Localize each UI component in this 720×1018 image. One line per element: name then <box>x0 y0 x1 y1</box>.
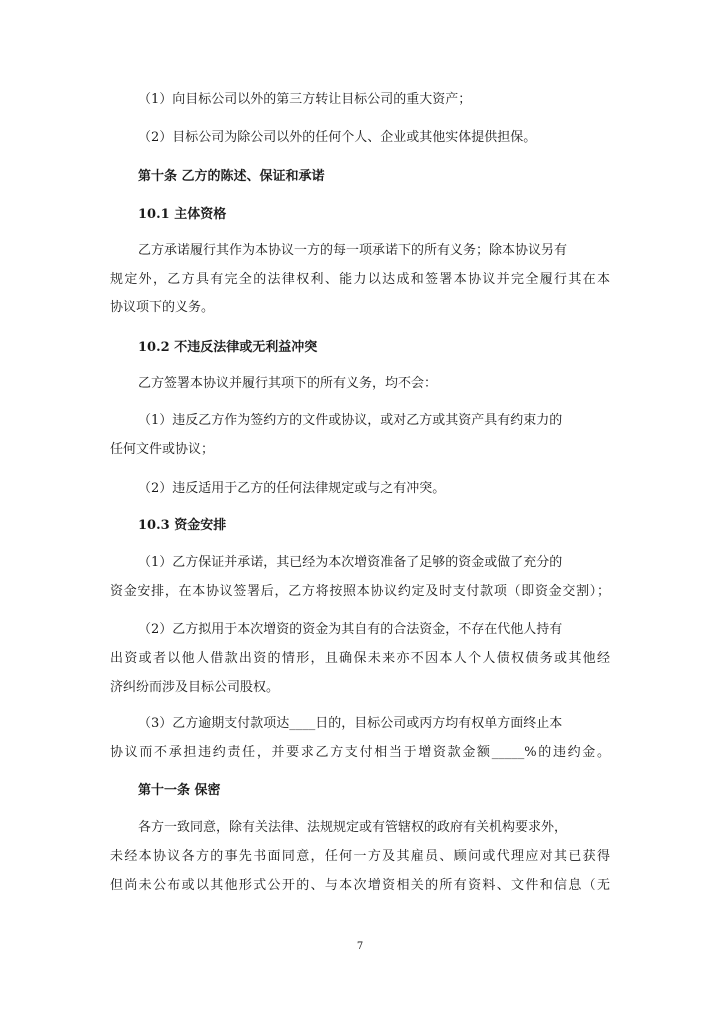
article-11-heading: 第十一条 保密 <box>138 783 221 798</box>
paragraph-line: 规定外，乙方具有完全的法律权利、能力以达成和签署本协议并完全履行其在本 <box>110 272 610 287</box>
paragraph-line: 各方一致同意，除有关法律、法规规定或有管辖权的政府有关机构要求外， <box>138 820 568 835</box>
paragraph-line: （1）违反乙方作为签约方的文件或协议，或对乙方或其资产具有约束力的 <box>138 413 563 428</box>
paragraph-line: （2）违反适用于乙方的任何法律规定或与之有冲突。 <box>138 481 446 496</box>
section-10-2-heading: 10.2 不违反法律或无利益冲突 <box>138 340 318 355</box>
paragraph-line: 任何文件或协议； <box>110 442 215 457</box>
paragraph-line: 乙方签署本协议并履行其项下的所有义务，均不会： <box>138 376 438 391</box>
paragraph-line: 但尚未公布或以其他形式公开的、与本次增资相关的所有资料、文件和信息（无 <box>110 878 610 893</box>
clause-item-1: （1）向目标公司以外的第三方转让目标公司的重大资产； <box>138 92 472 107</box>
paragraph-line: 协议而不承担违约责任，并要求乙方支付相当于增资款金额_____%的违约金。 <box>110 745 610 760</box>
paragraph-line: 济纠纷而涉及目标公司股权。 <box>110 680 280 695</box>
section-10-3-heading: 10.3 资金安排 <box>138 518 227 533</box>
article-10-heading: 第十条 乙方的陈述、保证和承诺 <box>138 169 325 184</box>
paragraph-line: 协议项下的义务。 <box>110 300 215 315</box>
paragraph-line: 出资或者以他人借款出资的情形，且确保未来亦不因本人个人债权债务或其他经 <box>110 651 610 666</box>
paragraph-line: 未经本协议各方的事先书面同意，任何一方及其雇员、顾问或代理应对其已获得 <box>110 849 610 864</box>
paragraph-line: （2）乙方拟用于本次增资的资金为其自有的合法资金，不存在代他人持有 <box>138 622 563 637</box>
paragraph-line: （1）乙方保证并承诺，其已经为本次增资准备了足够的资金或做了充分的 <box>138 555 563 570</box>
paragraph-line: 资金安排，在本协议签署后，乙方将按照本协议约定及时支付款项（即资金交割）； <box>110 584 610 599</box>
page-number: 7 <box>356 941 364 952</box>
section-10-1-heading: 10.1 主体资格 <box>138 207 227 222</box>
paragraph-line: 乙方承诺履行其作为本协议一方的每一项承诺下的所有义务；除本协议另有 <box>138 243 568 258</box>
paragraph-line: （3）乙方逾期支付款项达____日的，目标公司或丙方均有权单方面终止本 <box>138 716 563 731</box>
clause-item-2: （2）目标公司为除公司以外的任何个人、企业或其他实体提供担保。 <box>138 130 537 145</box>
